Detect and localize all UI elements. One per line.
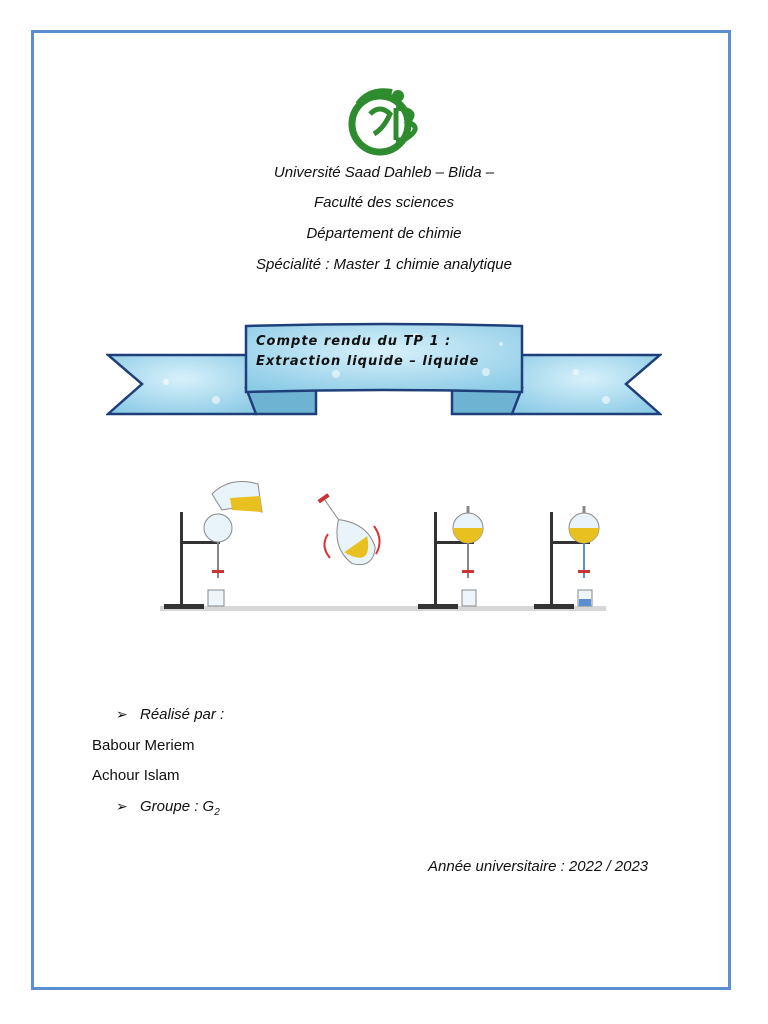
department-name: Département de chimie (306, 225, 462, 242)
author-name-2: Achour Islam (92, 767, 180, 784)
group-label-text: Groupe : G (140, 798, 215, 815)
authors-label: Réalisé par : (140, 706, 225, 723)
speciality-name: Spécialité : Master 1 chimie analytique (256, 256, 512, 273)
banner-title-line1: Compte rendu du TP 1 : (256, 334, 452, 349)
arrowhead-bullet-icon: ➢ (116, 798, 128, 814)
academic-year: Année universitaire : 2022 / 2023 (428, 858, 649, 875)
author-name-1: Babour Meriem (92, 737, 195, 754)
arrowhead-bullet-icon: ➢ (116, 706, 128, 722)
extraction-apparatus-illustration (160, 466, 606, 616)
banner-title-line2: Extraction liquide – liquide (256, 354, 480, 369)
university-logo (340, 84, 430, 156)
university-name: Université Saad Dahleb – Blida – (273, 164, 495, 181)
group-subscript: 2 (214, 807, 220, 818)
group-label (140, 798, 220, 818)
faculty-name: Faculté des sciences (313, 194, 455, 211)
